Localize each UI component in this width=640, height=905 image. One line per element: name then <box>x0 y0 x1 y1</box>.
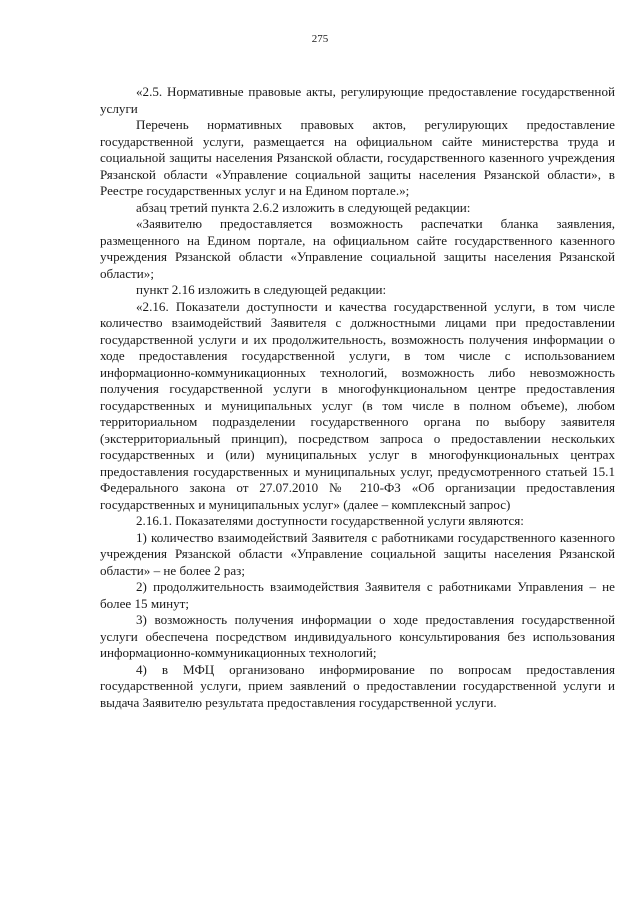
list-item-1: 1) количество взаимодействий Заявителя с работниками государственного казенного учреждения Рязанской области «Управление социальной защиты населения Рязанской области» – не более 2 раз; <box>100 529 615 578</box>
paragraph-form-printout: «Заявителю предоставляется возможность распечатки бланка заявления, размещенного на Едином портале, на официальном сайте государственного казенного учреждения Рязанской области «Управление социальной защиты населения Рязанской области»; <box>100 216 615 281</box>
page-number: 275 <box>311 33 329 45</box>
paragraph-2-5-heading: «2.5. Нормативные правовые акты, регулирующие предоставление государственной услуги <box>100 84 615 116</box>
paragraph-2-16-indicators: «2.16. Показатели доступности и качества государственной услуги, в том числе количество взаимодействий Заявителя с должностными лицами при предоставлении государственной услуги и их продолжительность, возможность получения информации о ходе предоставления государственной услуги, в том числе с использованием информационно-коммуникационных технологий, возможность либо невозможность получения государственной услуги в многофункциональном центре предоставления государственных и муниципальных услуг (в том числе в полном объеме), любом территориальном подразделении государственного органа по выбору заявителя (экстерриториальный принцип), посредством запроса о предоставлении нескольких государственных и (или) муниципальных услуг в многофункциональных центрах предоставления государственных и муниципальных услуг, предусмотренного статьей 15.1 Федерального закона от 27.07.2010 № 210-ФЗ «Об организации предоставления государственных и муниципальных услуг» (далее – комплексный запрос) <box>100 298 615 512</box>
list-item-2: 2) продолжительность взаимодействия Заявителя с работниками Управления – не более 15 минут; <box>100 579 615 611</box>
paragraph-legal-acts-list: Перечень нормативных правовых актов, регулирующих предоставление государственной услуги, размещается на официальном сайте министерства труда и социальной защиты населения Рязанской области, государственного казенного учреждения Рязанской области «Управление социальной защиты населения Рязанской области», в Реестре государственных услуг и на Едином портале.»; <box>100 117 615 198</box>
paragraph-amend-2-16: пункт 2.16 изложить в следующей редакции: <box>136 282 387 297</box>
list-item-3: 3) возможность получения информации о ходе предоставления государственной услуги обеспечена посредством индивидуального консультирования без использования информационно-коммуникационных технологий; <box>100 612 615 660</box>
paragraph-amend-2-6-2: абзац третий пункта 2.6.2 изложить в следующей редакции: <box>136 199 471 215</box>
paragraph-2-16-1: 2.16.1. Показателями доступности государственной услуги являются: <box>136 513 524 528</box>
list-item-4: 4) в МФЦ организовано информирование по вопросам предоставления государственной услуги, прием заявлений о предоставлении государственной услуги и выдача Заявителю результата предоставления государственной услуги. <box>100 661 615 710</box>
document-body <box>100 84 615 711</box>
